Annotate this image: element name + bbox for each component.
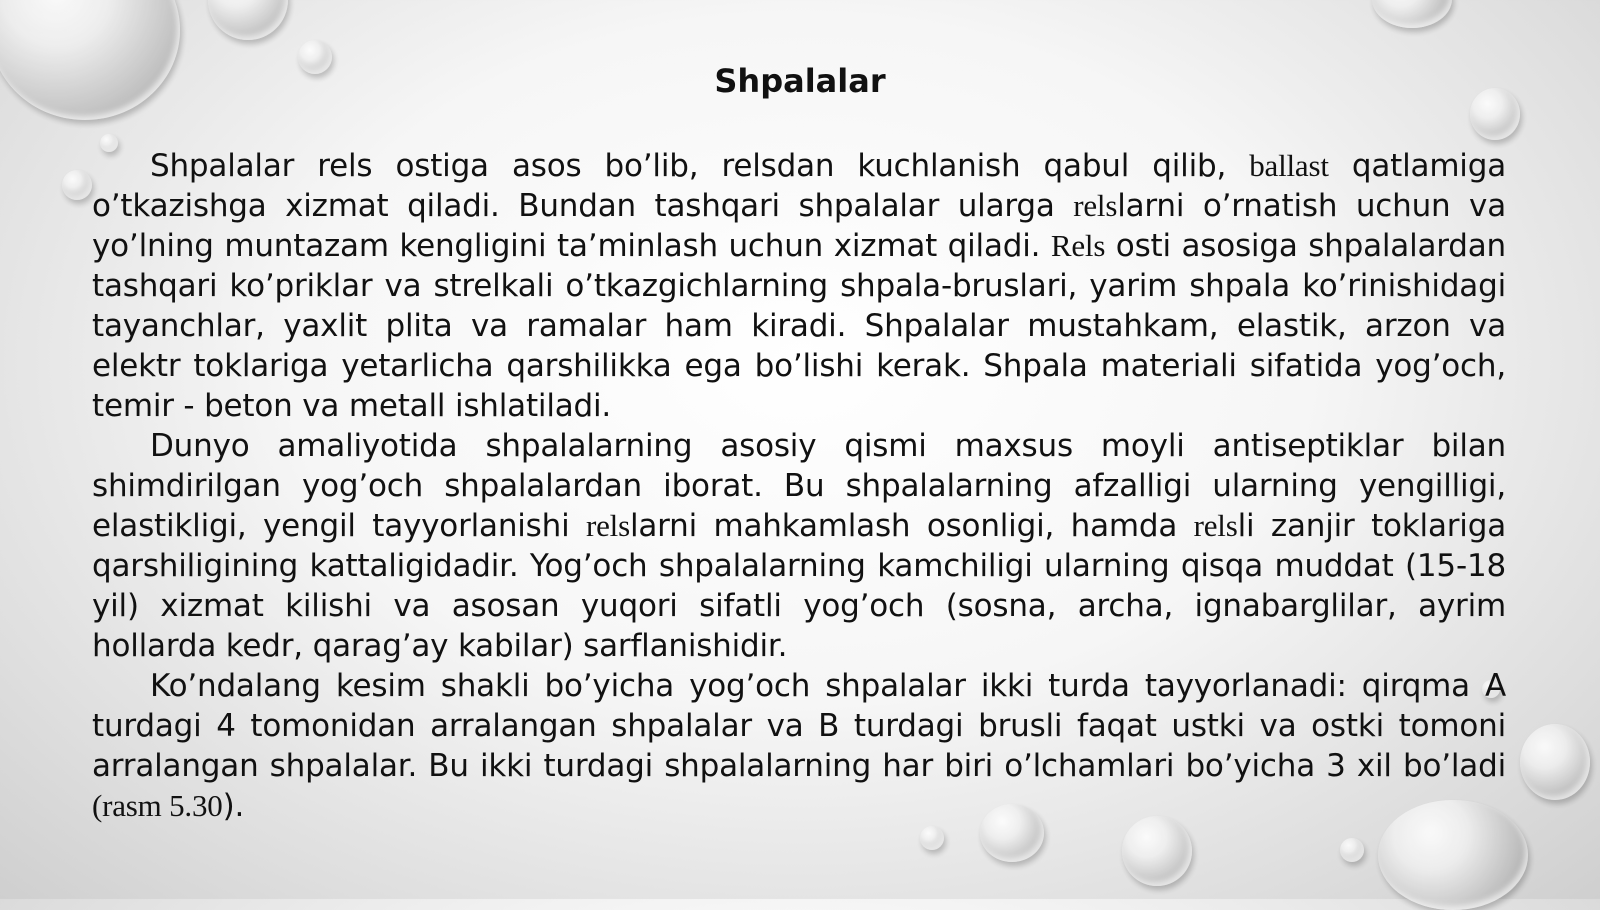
water-drop-decoration <box>1520 724 1590 800</box>
text-run: (rasm 5.30 <box>92 788 223 823</box>
water-drop-decoration <box>1372 0 1452 28</box>
paragraph <box>92 146 1506 426</box>
text-run: Ko’ndalang kesim shakli bo’yicha yog’och shpalalar ikki turda tayyorlanadi: qirqma A turdagi 4 tomonidan arralangan shpalalar va B turdagi brusli faqat ustki va ostki tomoni arralangan shpalalar. Bu ikki turdagi shpalalarning har biri o’lchamlari bo’yicha 3 xil bo’ladi <box>92 668 1506 784</box>
paragraph <box>92 666 1506 826</box>
text-run: ballast <box>1249 148 1329 183</box>
paragraph <box>92 426 1506 666</box>
water-drop-decoration <box>208 0 288 40</box>
water-drop-decoration <box>920 826 944 850</box>
text-run: qatlamiga o’tkazishga xizmat qiladi. Bundan tashqari shpalalar ularga <box>92 148 1506 224</box>
text-run: Rels <box>1050 228 1106 263</box>
text-run: larni mahkamlash osonligi, hamda <box>629 508 1194 544</box>
text-run: Dunyo amaliyotida shpalalarning asosiy qismi maxsus moyli antiseptiklar bilan shimdirilgan yog’och shpalalardan iborat. Bu shpalalarning afzalligi ularning yengilligi, elastikligi, yengil tayyorlanishi <box>92 428 1506 544</box>
water-drop-decoration <box>1340 838 1364 862</box>
water-drop-decoration <box>1122 816 1192 886</box>
text-run: li zanjir toklariga qarshiligining kattaligidadir. Yog’och shpalalarning kamchiligi ularning qisqa muddat (15-18 yil) xizmat kilishi va asosan yuqori sifatli yog’och (sosna, archa, ignabarglilar, ayrim hollarda kedr, qarag’ay kabilar) sarflanishidir. <box>92 508 1506 664</box>
text-run: osti asosiga shpalalardan tashqari ko’priklar va strelkali o’tkazgichlarning shpala-bruslari, yarim shpala ko’rinishidagi tayanchlar, yaxlit plita va ramalar ham kiradi. Shpalalar mustahkam, elastik, arzon va elektr toklariga yetarlicha qarshilikka ega bo’lishi kerak. Shpala materiali sifatida yog’och, temir - beton va metall ishlatiladi. <box>92 228 1507 424</box>
text-run: rels <box>1193 508 1238 543</box>
water-drop-decoration <box>0 0 180 120</box>
text-run: ). <box>222 788 245 824</box>
slide-title: Shpalalar <box>714 62 886 100</box>
text-run: rels <box>585 508 630 543</box>
slide-body <box>92 146 1506 826</box>
text-run: rels <box>1073 188 1118 223</box>
text-run: Shpalalar rels ostiga asos bo’lib, relsdan kuchlanish qabul qilib, <box>150 148 1250 184</box>
text-run: larni o’rnatish uchun va yo’lning muntazam kengligini ta’minlash uchun xizmat qiladi. <box>92 188 1506 264</box>
water-drop-decoration <box>62 170 92 200</box>
